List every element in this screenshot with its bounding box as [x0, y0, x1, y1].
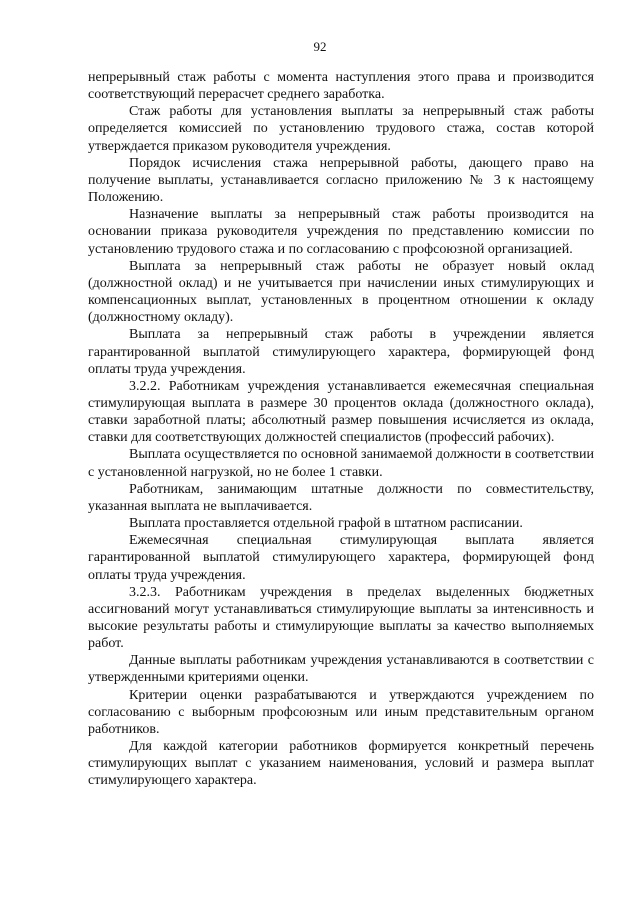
paragraph-criteria-development: Критерии оценки разрабатываются и утверждаются учреждением по согласованию с выборным профсоюзным или иным представительным органом работников.	[88, 687, 594, 737]
paragraph-stazh-not-salary: Выплата за непрерывный стаж работы не образует новый оклад (должностной оклад) и не учитывается при начислении иных стимулирующих и компенсационных выплат, установленных в процентном отношении к окладу (должностному окладу).	[88, 258, 594, 326]
paragraph-part-time: Работникам, занимающим штатные должности по совместительству, указанная выплата не выплачивается.	[88, 481, 594, 514]
page-body	[88, 69, 594, 790]
paragraph-criteria-based: Данные выплаты работникам учреждения устанавливаются в соответствии с утвержденными критериями оценки.	[88, 653, 594, 686]
paragraph-stazh-order: Порядок исчисления стажа непрерывной работы, дающего право на получение выплаты, устанавливается согласно приложению № 3 к настоящему Положению.	[88, 155, 594, 206]
paragraph-stazh-continuation: непрерывный стаж работы с момента наступления этого права и производится соответствующий перерасчет среднего заработка.	[88, 70, 594, 103]
paragraph-category-list: Для каждой категории работников формируется конкретный перечень стимулирующих выплат с указанием наименования, условий и размера выплат стимулирующего характера.	[88, 739, 594, 789]
paragraph-main-position: Выплата осуществляется по основной занимаемой должности в соответствии с установленной нагрузкой, но не более 1 ставки.	[88, 447, 594, 480]
paragraph-stazh-commission: Стаж работы для установления выплаты за непрерывный стаж работы определяется комиссией по установлению трудового стажа, состав которой утверждается приказом руководителя учреждения.	[88, 104, 594, 154]
paragraph-staff-schedule: Выплата проставляется отдельной графой в штатном расписании.	[129, 516, 523, 532]
paragraph-monthly-guaranteed: Ежемесячная специальная стимулирующая выплата является гарантированной выплатой стимулирующего характера, формирующей фонд оплаты труда учреждения.	[88, 533, 594, 583]
paragraph-section-3-2-3: 3.2.3. Работникам учреждения в пределах выделенных бюджетных ассигнований могут устанавливаться стимулирующие выплаты за интенсивность и высокие результаты работы и стимулирующие выплаты за качество выполняемых работ.	[88, 584, 594, 652]
paragraph-stazh-guaranteed: Выплата за непрерывный стаж работы в учреждении является гарантированной выплатой стимулирующего характера, формирующей фонд оплаты труда учреждения.	[88, 327, 594, 377]
paragraph-section-3-2-2: 3.2.2. Работникам учреждения устанавливается ежемесячная специальная стимулирующая выплата в размере 30 процентов оклада (должностного оклада), ставки заработной платы; абсолютный размер повышения исчисляется из оклада, ставки для соответствующих должностей специалистов (профессий рабочих).	[88, 378, 594, 446]
page-number: 92	[313, 39, 327, 54]
paragraph-stazh-appointment: Назначение выплаты за непрерывный стаж работы производится на основании приказа руководителя учреждения по представлению комиссии по установлению трудового стажа и по согласованию с профсоюзной организацией.	[88, 207, 594, 257]
